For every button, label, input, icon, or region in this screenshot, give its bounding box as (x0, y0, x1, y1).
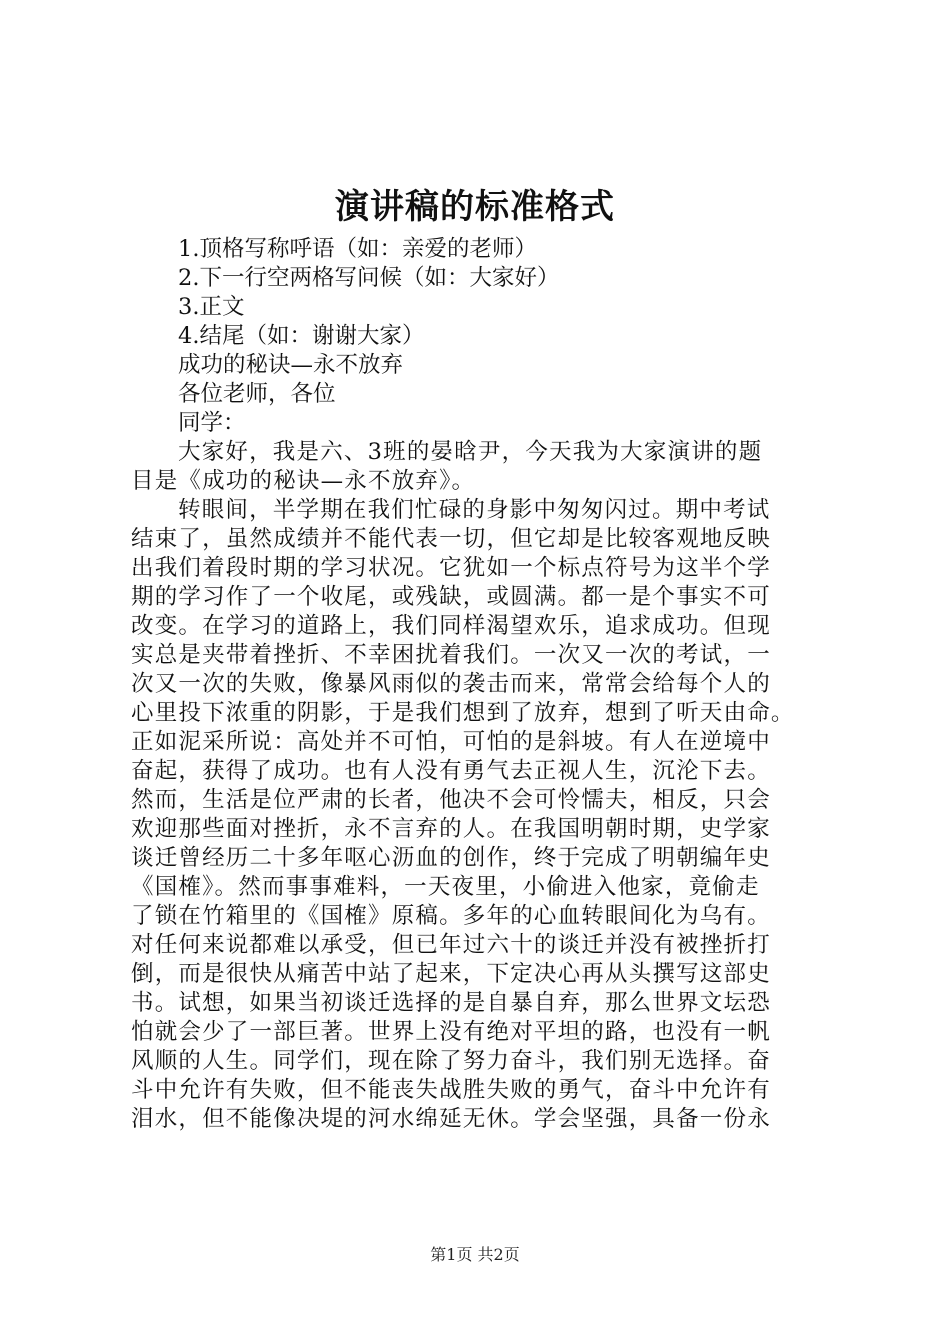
paragraph-line: 欢迎那些面对挫折，永不言弃的人。在我国明朝时期，史学家 (131, 816, 771, 842)
paragraph-line: 对任何来说都难以承受，但已年过六十的谈迁并没有被挫折打 (131, 932, 771, 958)
page-number-footer: 第1页 共2页 (430, 1245, 520, 1264)
paragraph-line: 目是《成功的秘诀—永不放弃》。 (131, 468, 476, 494)
paragraph-line: 泪水，但不能像决堤的河水绵延无休。学会坚强，具备一份永 (131, 1106, 771, 1132)
paragraph-line: 期的学习作了一个收尾，或残缺，或圆满。都一是个事实不可 (131, 584, 771, 610)
paragraph-line: 正如泥采所说：高处并不可怕，可怕的是斜坡。有人在逆境中 (131, 729, 771, 755)
paragraph-line: 倒，而是很快从痛苦中站了起来，下定决心再从头撰写这部史 (131, 961, 771, 987)
paragraph-line: 改变。在学习的道路上，我们同样渴望欢乐，追求成功。但现 (131, 613, 771, 639)
paragraph-line: 了锁在竹箱里的《国榷》原稿。多年的心血转眼间化为乌有。 (131, 903, 771, 929)
outline-item: 4.结尾（如：谢谢大家） (178, 323, 425, 349)
paragraph-line: 大家好，我是六、3班的晏晗尹，今天我为大家演讲的题 (178, 439, 763, 465)
paragraph-line: 斗中允许有失败，但不能丧失战胜失败的勇气，奋斗中允许有 (131, 1077, 771, 1103)
paragraph-line: 谈迁曾经历二十多年呕心沥血的创作，终于完成了明朝编年史 (131, 845, 771, 871)
salutation-line: 同学： (178, 410, 246, 436)
salutation-line: 各位老师，各位 (178, 381, 336, 407)
paragraph-line: 奋起，获得了成功。也有人没有勇气去正视人生，沉沦下去。 (131, 758, 771, 784)
paragraph-line: 《国榷》。然而事事难料，一天夜里，小偷进入他家，竟偷走 (131, 874, 760, 900)
paragraph-line: 怕就会少了一部巨著。世界上没有绝对平坦的路，也没有一帆 (131, 1019, 771, 1045)
paragraph-line: 书。试想，如果当初谈迁选择的是自暴自弃，那么世界文坛恐 (131, 990, 771, 1016)
paragraph-line: 心里投下浓重的阴影，于是我们想到了放弃，想到了听天由命。 (131, 700, 795, 726)
paragraph-line: 次又一次的失败，像暴风雨似的袭击而来，常常会给每个人的 (131, 671, 771, 697)
speech-title: 成功的秘诀—永不放弃 (178, 352, 404, 378)
outline-item: 3.正文 (178, 294, 245, 320)
paragraph-line: 风顺的人生。同学们，现在除了努力奋斗，我们别无选择。奋 (131, 1048, 771, 1074)
paragraph-line: 实总是夹带着挫折、不幸困扰着我们。一次又一次的考试，一 (131, 642, 771, 668)
paragraph-line: 然而，生活是位严肃的长者，他决不会可怜懦夫，相反，只会 (131, 787, 771, 813)
outline-item: 2.下一行空两格写问候（如：大家好） (178, 265, 560, 291)
document-body (131, 235, 831, 1134)
document-title: 演讲稿的标准格式 (335, 187, 615, 227)
paragraph-line: 转眼间，半学期在我们忙碌的身影中匆匆闪过。期中考试 (178, 497, 771, 523)
paragraph-line: 出我们着段时期的学习状况。它犹如一个标点符号为这半个学 (131, 555, 771, 581)
outline-item: 1.顶格写称呼语（如：亲爱的老师） (178, 236, 537, 262)
paragraph-line: 结束了，虽然成绩并不能代表一切，但它却是比较客观地反映 (131, 526, 771, 552)
